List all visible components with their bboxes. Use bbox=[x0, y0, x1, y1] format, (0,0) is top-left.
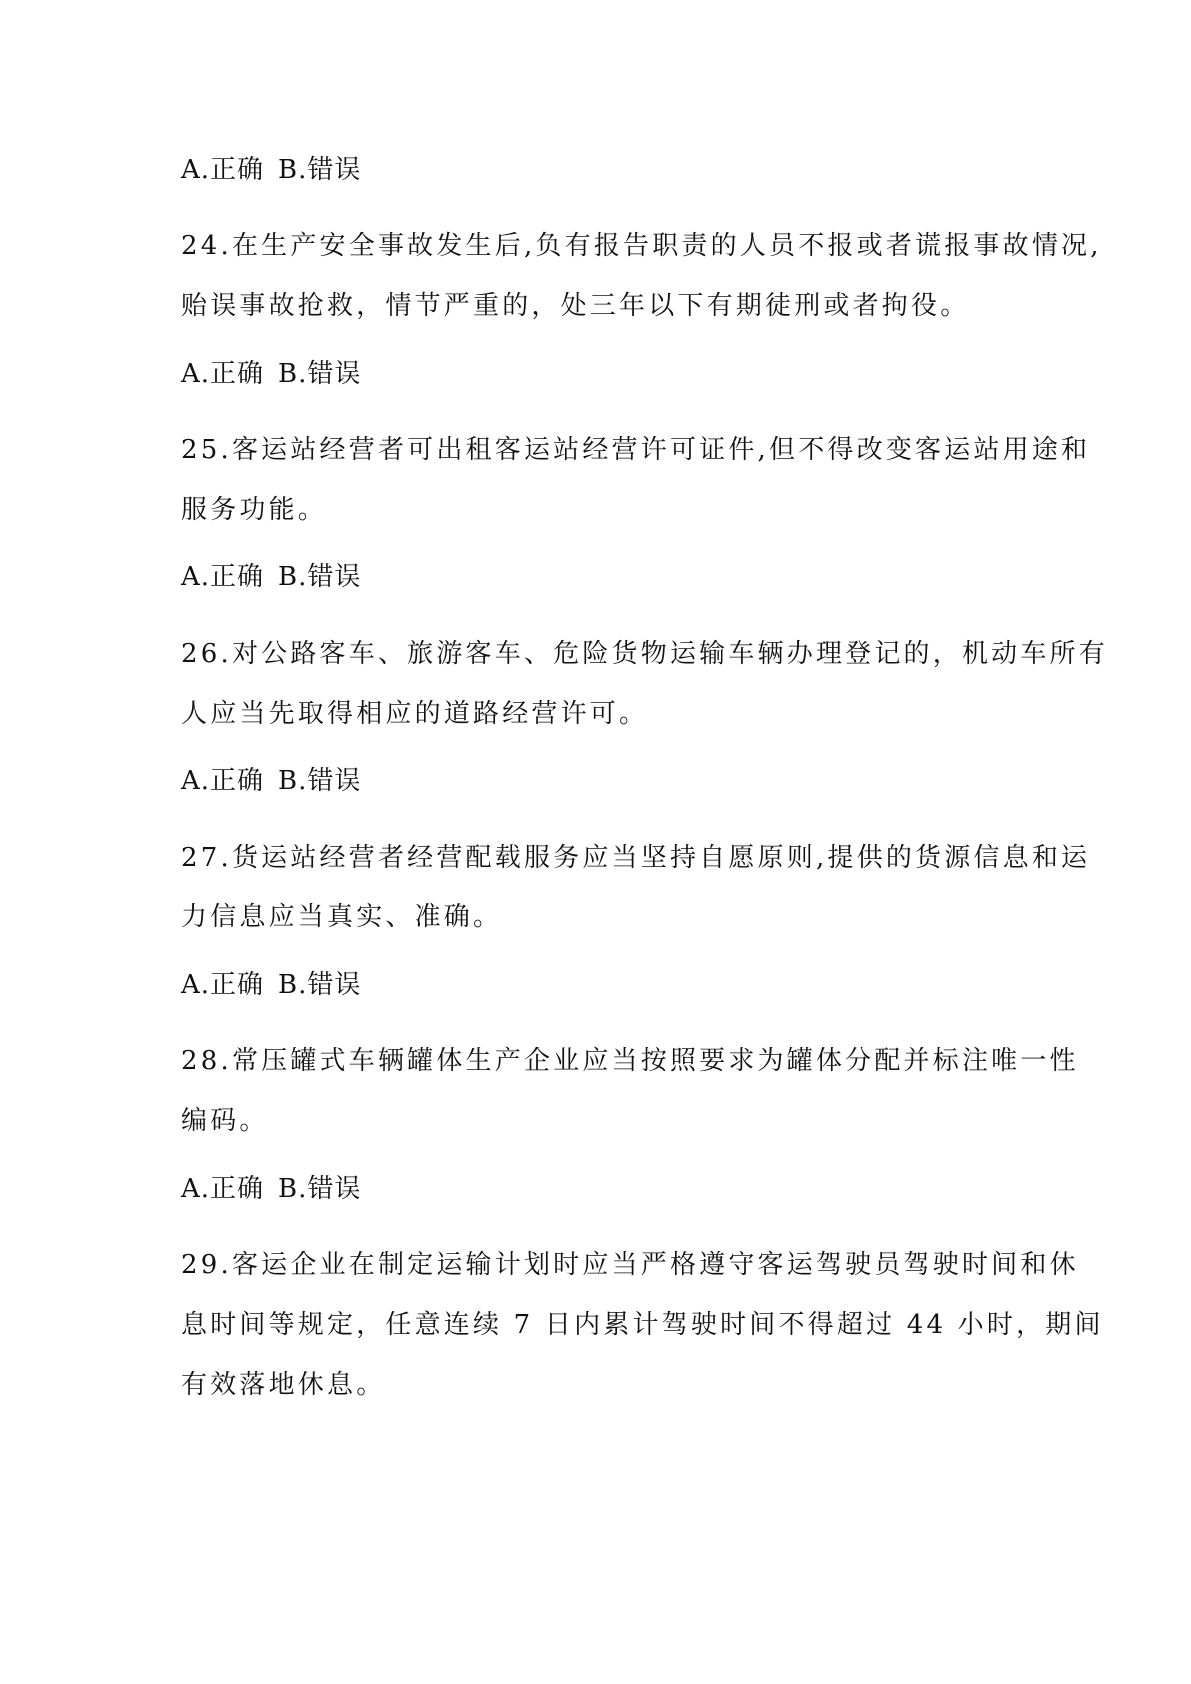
question-text-line: 贻误事故抢救，情节严重的，处三年以下有期徒刑或者拘役。 bbox=[181, 291, 970, 321]
option-b: B.错误 bbox=[278, 1174, 362, 1204]
answer-options bbox=[181, 764, 1021, 798]
option-a: A.正确 bbox=[181, 1174, 265, 1204]
option-a: A.正确 bbox=[181, 766, 265, 796]
question-text-line: 力信息应当真实、准确。 bbox=[181, 902, 503, 932]
option-a: A.正确 bbox=[181, 155, 265, 185]
question-text-line: 28.常压罐式车辆罐体生产企业应当按照要求为罐体分配并标注唯一性 bbox=[181, 1046, 1079, 1076]
question-text-line: 息时间等规定，任意连续 7 日内累计驾驶时间不得超过 44 小时，期间 bbox=[181, 1310, 1104, 1340]
option-b: B.错误 bbox=[278, 155, 362, 185]
question-text-line: 29.客运企业在制定运输计划时应当严格遵守客运驾驶员驾驶时间和休 bbox=[181, 1250, 1079, 1280]
question-text-line: 人应当先取得相应的道路经营许可。 bbox=[181, 699, 649, 729]
answer-options bbox=[181, 560, 1021, 594]
option-b: B.错误 bbox=[278, 970, 362, 1000]
question-text-line: 有效落地休息。 bbox=[181, 1370, 386, 1400]
option-b: B.错误 bbox=[278, 766, 362, 796]
option-a: A.正确 bbox=[181, 562, 265, 592]
option-b: B.错误 bbox=[278, 359, 362, 389]
option-a: A.正确 bbox=[181, 970, 265, 1000]
answer-options bbox=[181, 357, 1021, 391]
question-text-line: 服务功能。 bbox=[181, 495, 328, 525]
question-text-line: 25.客运站经营者可出租客运站经营许可证件,但不得改变客运站用途和 bbox=[181, 435, 1091, 465]
answer-options bbox=[181, 153, 1021, 187]
option-b: B.错误 bbox=[278, 562, 362, 592]
question-text-line: 24.在生产安全事故发生后,负有报告职责的人员不报或者谎报事故情况, bbox=[181, 231, 1102, 261]
question-text-line: 编码。 bbox=[181, 1106, 269, 1136]
option-a: A.正确 bbox=[181, 359, 265, 389]
question-text-line: 27.货运站经营者经营配载服务应当坚持自愿原则,提供的货源信息和运 bbox=[181, 843, 1091, 873]
answer-options bbox=[181, 1172, 1021, 1206]
question-text-line: 26.对公路客车、旅游客车、危险货物运输车辆办理登记的，机动车所有 bbox=[181, 639, 1108, 669]
answer-options bbox=[181, 968, 1021, 1002]
